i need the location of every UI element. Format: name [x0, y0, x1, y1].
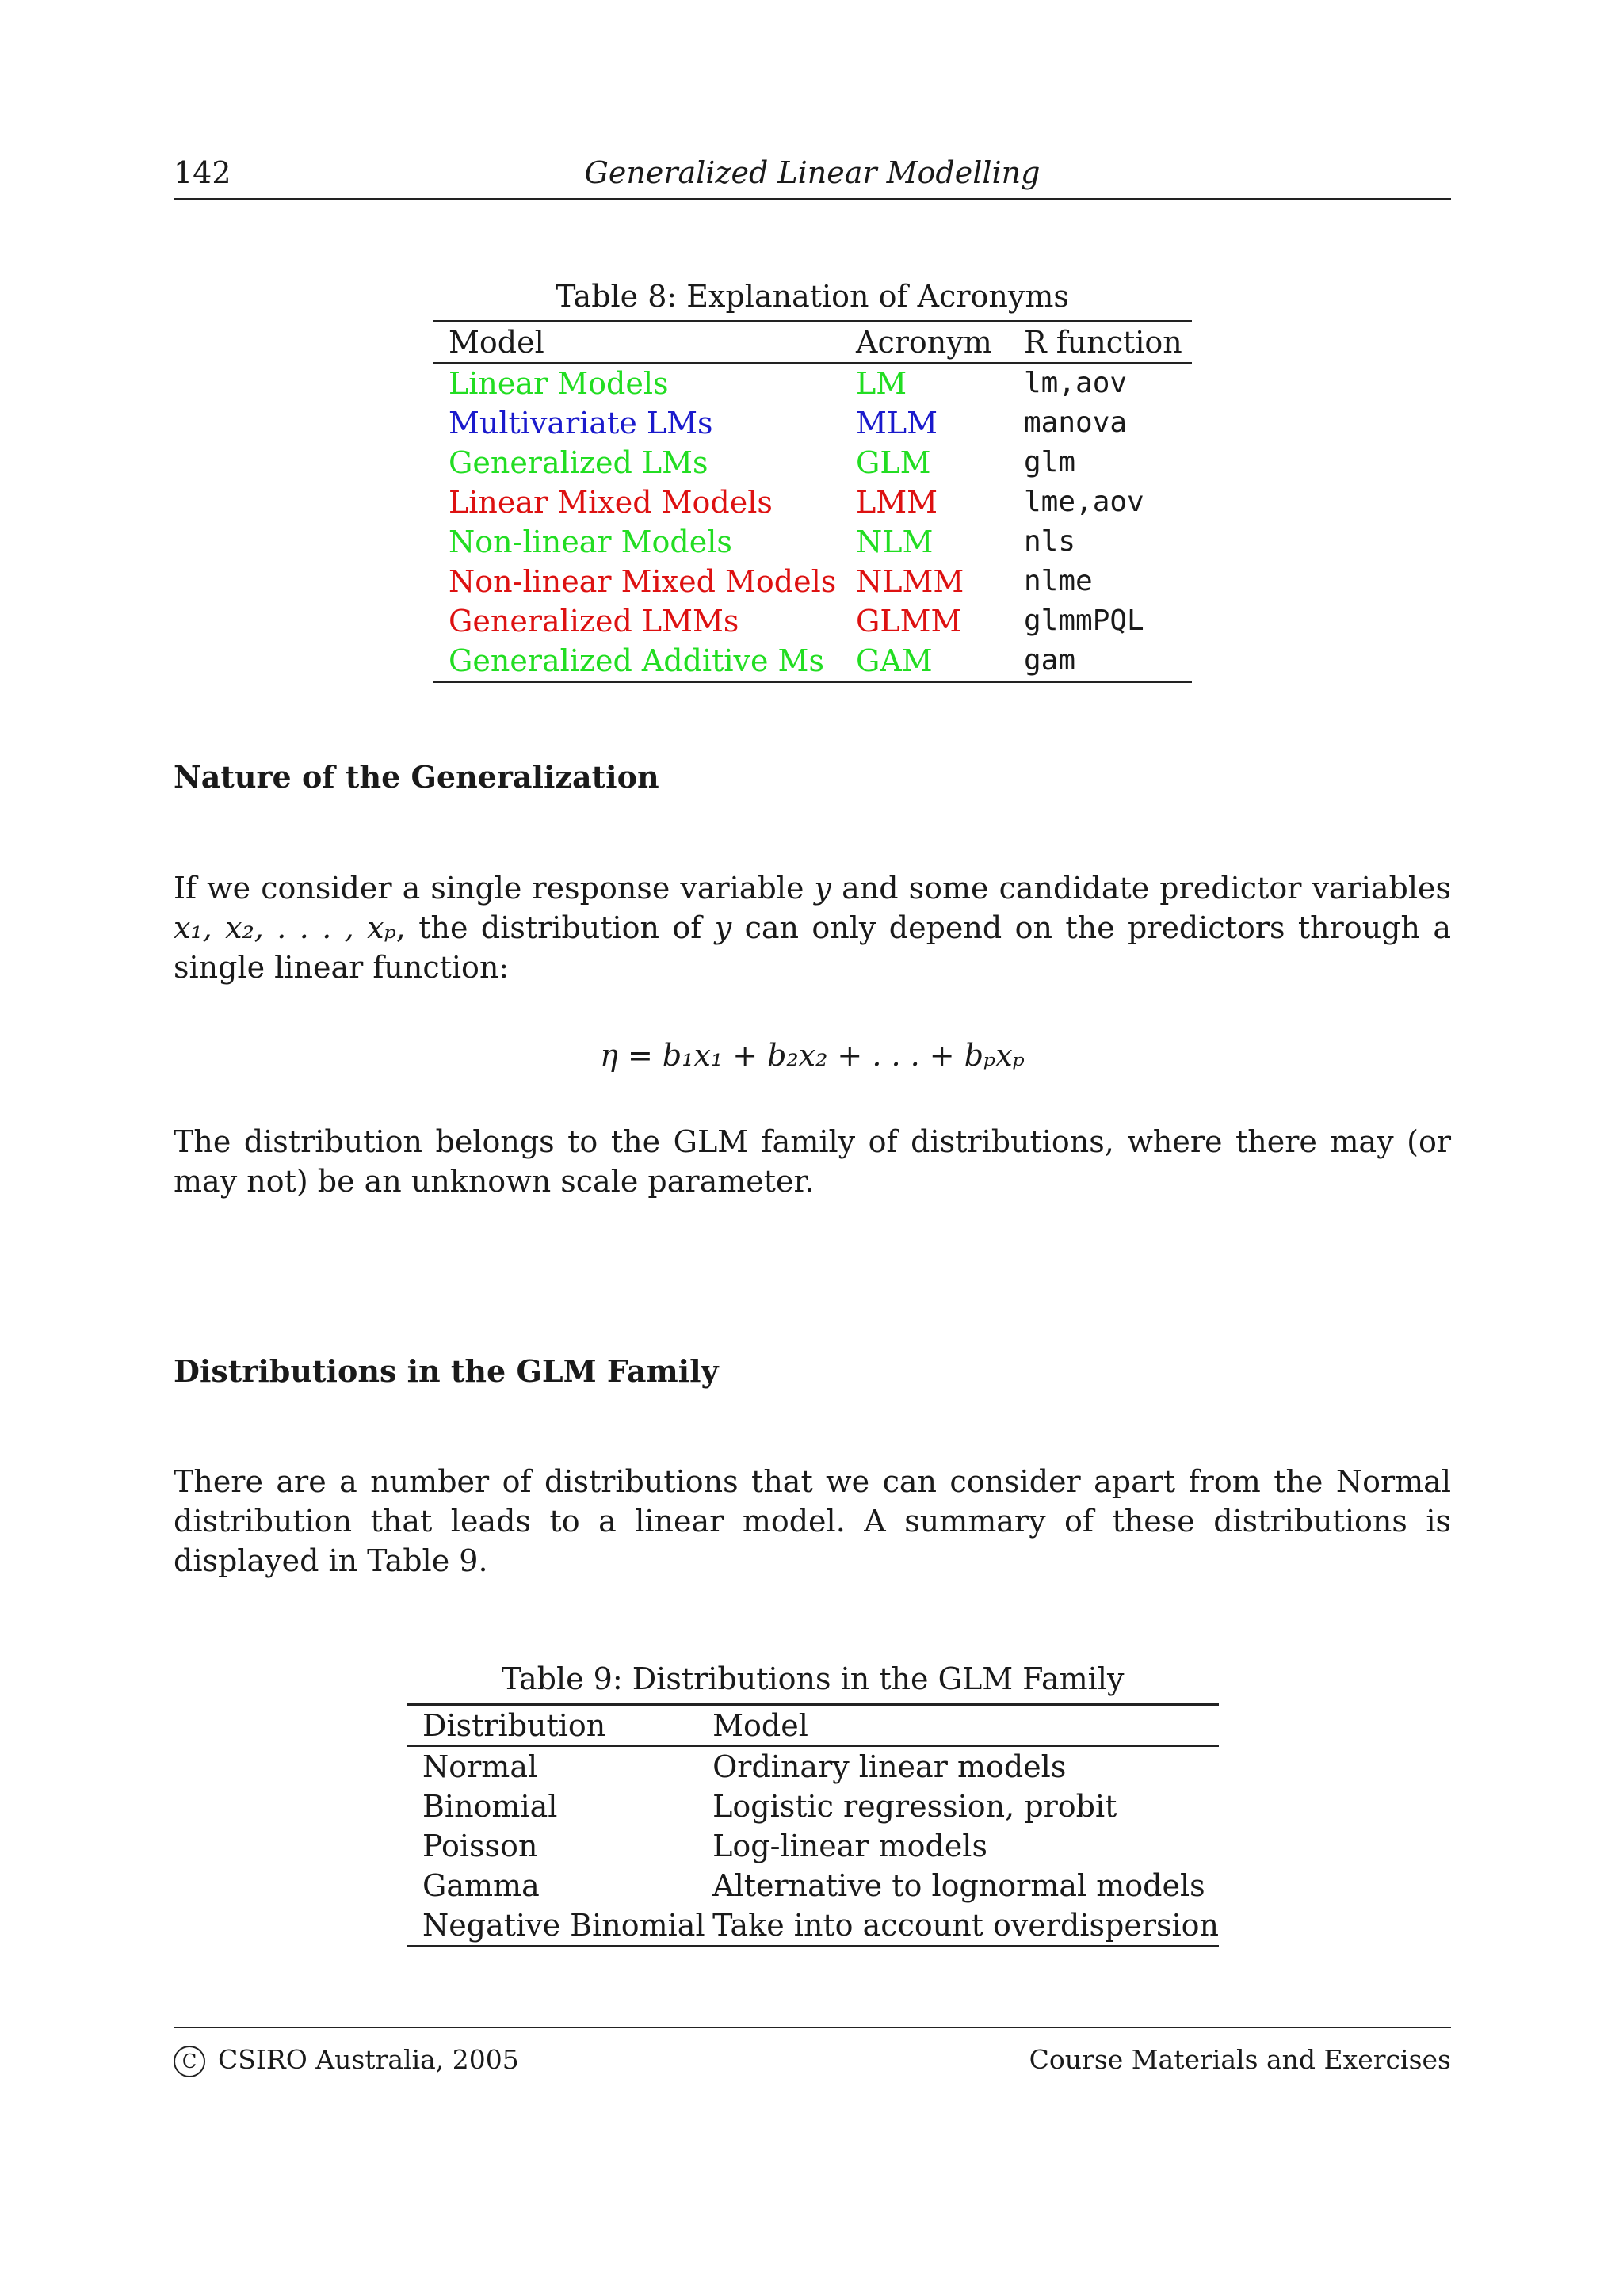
running-header [174, 152, 1451, 200]
linear-predictor-equation: η = b₁x₁ + b₂x₂ + . . . + bₚxₚ [600, 1038, 1025, 1073]
running-title: Generalized Linear Modelling [584, 155, 1041, 190]
math-predictor-list: x₁, x₂, . . . , xₚ [174, 910, 396, 945]
acronym-cell: MLM [856, 406, 938, 441]
page-number: 142 [174, 155, 231, 190]
table-header-row [407, 1705, 1219, 1747]
r-function-cell: lm,aov [1024, 367, 1128, 399]
model-name-cell: Non-linear Models [449, 524, 732, 559]
model-name-cell: Linear Mixed Models [449, 485, 773, 520]
model-name-cell: Generalized Additive Ms [449, 643, 824, 678]
distribution-cell: Negative Binomial [422, 1908, 705, 1943]
paragraph-response-variable [174, 868, 1451, 987]
acronym-cell: LM [856, 366, 907, 401]
r-function-cell: glm [1024, 446, 1076, 479]
table-row [407, 1746, 1219, 1787]
paragraph-text: , the distribution of [395, 910, 715, 945]
paragraph-text: and some candidate predictor variables [831, 871, 1452, 906]
model-name-cell: Generalized LMMs [449, 604, 739, 639]
model-cell: Ordinary linear models [712, 1749, 1067, 1784]
acronym-cell: GLM [856, 445, 931, 480]
copyright-notice [174, 2044, 519, 2077]
table-row [407, 1905, 1219, 1947]
copyright-icon: C [174, 2046, 205, 2077]
distribution-cell: Binomial [422, 1789, 558, 1824]
model-name-cell: Linear Models [449, 366, 669, 401]
table-row [433, 562, 1192, 601]
model-name-cell: Non-linear Mixed Models [449, 564, 837, 599]
column-header-model: Model [449, 325, 544, 360]
page-footer [174, 2027, 1451, 2075]
model-cell: Alternative to lognormal models [712, 1868, 1205, 1903]
distribution-cell: Normal [422, 1749, 538, 1784]
section-heading-generalization: Nature of the Generalization [174, 759, 659, 795]
table-row [433, 363, 1192, 403]
paragraph-text: If we consider a single response variable [174, 871, 815, 906]
math-y: y [814, 871, 832, 906]
model-name-cell: Multivariate LMs [449, 406, 713, 441]
r-function-cell: gam [1024, 644, 1076, 677]
table8-caption: Table 8: Explanation of Acronyms [556, 279, 1069, 314]
math-y: y [714, 910, 732, 945]
acronym-cell: GLMM [856, 604, 962, 639]
table-row [433, 403, 1192, 443]
table-row [433, 522, 1192, 562]
column-header-model: Model [712, 1708, 808, 1743]
model-cell: Take into account overdispersion [712, 1908, 1219, 1943]
table-row [407, 1866, 1219, 1905]
model-cell: Log-linear models [712, 1829, 987, 1863]
column-header-acronym: Acronym [856, 325, 992, 360]
acronym-cell: NLM [856, 524, 934, 559]
course-materials-label: Course Materials and Exercises [1029, 2044, 1451, 2075]
table-row [433, 641, 1192, 682]
copyright-holder: CSIRO Australia, 2005 [218, 2044, 519, 2075]
r-function-cell: nlme [1024, 565, 1093, 597]
model-name-cell: Generalized LMs [449, 445, 708, 480]
distribution-cell: Poisson [422, 1829, 538, 1863]
table-row [407, 1787, 1219, 1826]
paragraph-glm-family: The distribution belongs to the GLM family of distributions, where there may (or may not) be an unknown scale parameter. [174, 1124, 1451, 1199]
column-header-r-function: R function [1024, 325, 1182, 360]
acronym-cell: LMM [856, 485, 938, 520]
acronym-cell: NLMM [856, 564, 964, 599]
model-cell: Logistic regression, probit [712, 1789, 1117, 1824]
acronyms-table [433, 320, 1192, 683]
r-function-cell: glmmPQL [1024, 605, 1144, 637]
paragraph-distributions: There are a number of distributions that we can consider apart from the Normal distribution that leads to a linear model. A summary of these distributions is displayed in Table 9. [174, 1464, 1451, 1578]
paragraph-text: can only depend on the predictors through a single linear function: [174, 910, 1452, 985]
table-row [407, 1826, 1219, 1866]
r-function-cell: lme,aov [1024, 486, 1144, 518]
table-row [433, 482, 1192, 522]
table-row [433, 443, 1192, 482]
r-function-cell: manova [1024, 406, 1128, 439]
r-function-cell: nls [1024, 525, 1076, 558]
table9-caption: Table 9: Distributions in the GLM Family [501, 1661, 1125, 1696]
section-heading-distributions: Distributions in the GLM Family [174, 1353, 719, 1389]
acronym-cell: GAM [856, 643, 933, 678]
distribution-cell: Gamma [422, 1868, 540, 1903]
table-row [433, 601, 1192, 641]
distributions-table [407, 1703, 1219, 1947]
column-header-distribution: Distribution [422, 1708, 606, 1743]
table-header-row [433, 322, 1192, 364]
